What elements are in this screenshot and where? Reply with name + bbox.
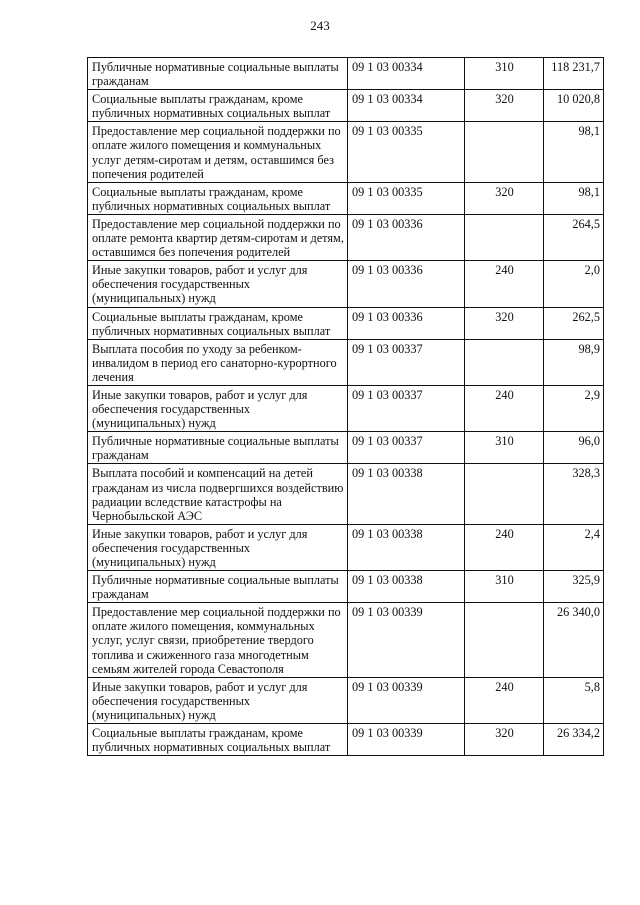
expense-type-cell <box>465 339 544 385</box>
amount-cell: 5,8 <box>544 677 604 723</box>
target-code-cell: 09 1 03 00335 <box>348 182 465 214</box>
expense-name-cell: Выплата пособий и компенсаций на детей гражданам из числа подвергшихся воздействию радиации вследствие катастрофы на Чернобыльской АЭС <box>88 464 348 524</box>
amount-cell: 325,9 <box>544 571 604 603</box>
target-code-cell: 09 1 03 00338 <box>348 571 465 603</box>
table-row <box>88 339 604 385</box>
expense-name-cell: Социальные выплаты гражданам, кроме публичных нормативных социальных выплат <box>88 182 348 214</box>
target-code-cell: 09 1 03 00339 <box>348 724 465 756</box>
table-row <box>88 214 604 260</box>
amount-cell: 262,5 <box>544 307 604 339</box>
amount-cell: 264,5 <box>544 214 604 260</box>
amount-cell: 2,0 <box>544 261 604 307</box>
target-code-cell: 09 1 03 00336 <box>348 307 465 339</box>
target-code-cell: 09 1 03 00334 <box>348 58 465 90</box>
amount-cell: 98,1 <box>544 182 604 214</box>
expense-type-cell: 240 <box>465 385 544 431</box>
expense-type-cell <box>465 603 544 677</box>
expense-type-cell: 240 <box>465 524 544 570</box>
amount-cell: 96,0 <box>544 432 604 464</box>
table-row <box>88 524 604 570</box>
expense-name-cell: Социальные выплаты гражданам, кроме публичных нормативных социальных выплат <box>88 90 348 122</box>
target-code-cell: 09 1 03 00335 <box>348 122 465 182</box>
expense-name-cell: Социальные выплаты гражданам, кроме публичных нормативных социальных выплат <box>88 307 348 339</box>
amount-cell: 26 334,2 <box>544 724 604 756</box>
budget-table-body <box>88 58 604 756</box>
expense-type-cell <box>465 214 544 260</box>
amount-cell: 2,4 <box>544 524 604 570</box>
expense-name-cell: Выплата пособия по уходу за ребенком-инвалидом в период его санаторно-курортного лечения <box>88 339 348 385</box>
amount-cell: 98,9 <box>544 339 604 385</box>
amount-cell: 118 231,7 <box>544 58 604 90</box>
expense-type-cell <box>465 464 544 524</box>
amount-cell: 328,3 <box>544 464 604 524</box>
expense-type-cell: 240 <box>465 677 544 723</box>
target-code-cell: 09 1 03 00337 <box>348 432 465 464</box>
table-row <box>88 464 604 524</box>
target-code-cell: 09 1 03 00336 <box>348 261 465 307</box>
table-row <box>88 385 604 431</box>
table-row <box>88 90 604 122</box>
expense-type-cell: 240 <box>465 261 544 307</box>
page-number: 243 <box>310 18 330 33</box>
target-code-cell: 09 1 03 00339 <box>348 603 465 677</box>
expense-type-cell: 320 <box>465 307 544 339</box>
expense-type-cell: 310 <box>465 432 544 464</box>
table-row <box>88 307 604 339</box>
table-row <box>88 261 604 307</box>
expense-name-cell: Предоставление мер социальной поддержки по оплате жилого помещения и коммунальных услуг детям-сиротам и детям, оставшимся без попечения родителей <box>88 122 348 182</box>
table-row <box>88 122 604 182</box>
expense-name-cell: Иные закупки товаров, работ и услуг для обеспечения государственных (муниципальных) нужд <box>88 524 348 570</box>
amount-cell: 98,1 <box>544 122 604 182</box>
expense-name-cell: Иные закупки товаров, работ и услуг для обеспечения государственных (муниципальных) нужд <box>88 677 348 723</box>
target-code-cell: 09 1 03 00337 <box>348 339 465 385</box>
table-row <box>88 724 604 756</box>
table-row <box>88 603 604 677</box>
expense-type-cell: 320 <box>465 90 544 122</box>
expense-type-cell: 320 <box>465 724 544 756</box>
expense-name-cell: Предоставление мер социальной поддержки по оплате жилого помещения, коммунальных услуг, услуг связи, приобретение твердого топлива и сжиженного газа многодетным семьям жителей города Севастополя <box>88 603 348 677</box>
target-code-cell: 09 1 03 00338 <box>348 464 465 524</box>
table-row <box>88 58 604 90</box>
expense-name-cell: Иные закупки товаров, работ и услуг для обеспечения государственных (муниципальных) нужд <box>88 385 348 431</box>
expense-name-cell: Социальные выплаты гражданам, кроме публичных нормативных социальных выплат <box>88 724 348 756</box>
target-code-cell: 09 1 03 00334 <box>348 90 465 122</box>
table-row <box>88 677 604 723</box>
expense-name-cell: Публичные нормативные социальные выплаты гражданам <box>88 58 348 90</box>
target-code-cell: 09 1 03 00336 <box>348 214 465 260</box>
expense-name-cell: Предоставление мер социальной поддержки по оплате ремонта квартир детям-сиротам и детям, оставшимся без попечения родителей <box>88 214 348 260</box>
expense-name-cell: Публичные нормативные социальные выплаты гражданам <box>88 571 348 603</box>
expense-name-cell: Публичные нормативные социальные выплаты гражданам <box>88 432 348 464</box>
expense-type-cell: 310 <box>465 58 544 90</box>
target-code-cell: 09 1 03 00337 <box>348 385 465 431</box>
expense-type-cell: 310 <box>465 571 544 603</box>
amount-cell: 2,9 <box>544 385 604 431</box>
expense-type-cell <box>465 122 544 182</box>
expense-name-cell: Иные закупки товаров, работ и услуг для обеспечения государственных (муниципальных) нужд <box>88 261 348 307</box>
expense-type-cell: 320 <box>465 182 544 214</box>
budget-table <box>87 57 604 756</box>
table-row <box>88 432 604 464</box>
table-row <box>88 182 604 214</box>
target-code-cell: 09 1 03 00339 <box>348 677 465 723</box>
amount-cell: 26 340,0 <box>544 603 604 677</box>
target-code-cell: 09 1 03 00338 <box>348 524 465 570</box>
table-row <box>88 571 604 603</box>
amount-cell: 10 020,8 <box>544 90 604 122</box>
